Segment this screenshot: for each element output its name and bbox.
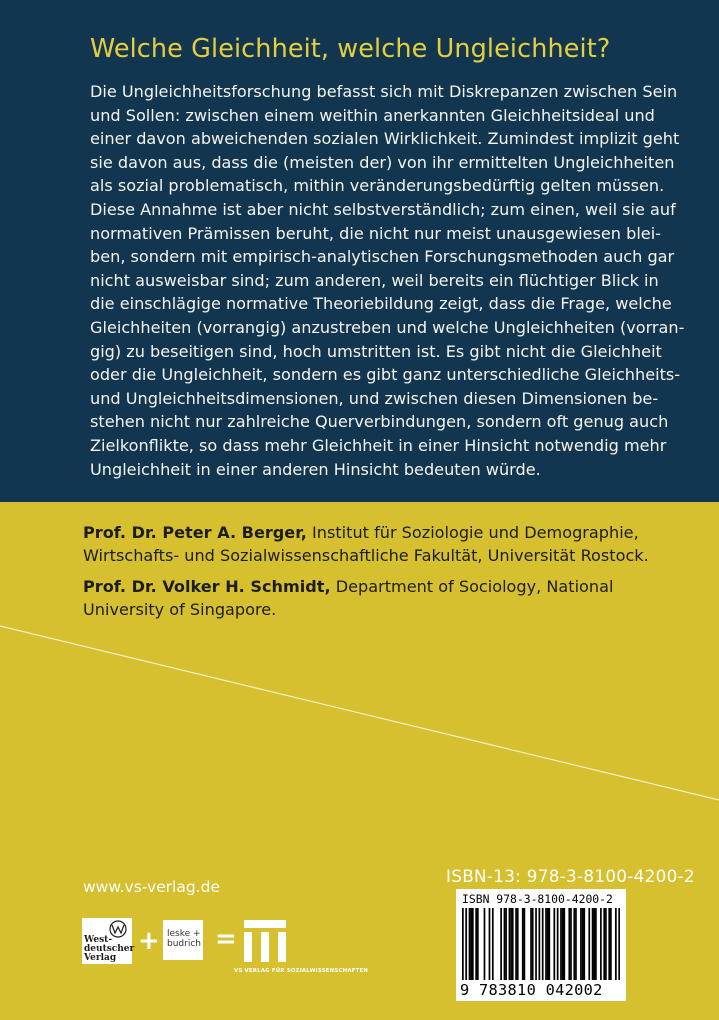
barcode-bar [570,908,572,980]
barcode-bar [582,908,584,980]
barcode-bar [522,908,524,980]
vs-verlag-logo-icon [244,918,286,964]
leske-budrich-logo: leske + budrich [163,920,203,960]
westdeutscher-verlag-logo: West- deutscher Verlag [82,918,132,964]
upper-navy-panel [0,0,719,502]
barcode-bar [600,908,602,980]
blurb-line: nicht ausweisbar sind; zum anderen, weil bereits ein flüchtiger Blick in [90,270,659,290]
barcode-bar [545,908,547,980]
isbn-barcode [456,889,626,1001]
blurb-line: und Sollen: zwischen einem weithin anerkannten Gleichheitsideal und [90,105,655,125]
barcode-bar [539,908,541,980]
author-section [83,521,703,629]
blurb-line: Gleichheiten (vorrangig) anzustreben und welche Ungleichheiten (vorran- [90,317,685,337]
cover-title: Welche Gleichheit, welche Ungleichheit? [90,34,611,64]
barcode-bar [560,908,562,980]
barcode-bar [563,908,565,980]
barcode-bar [583,908,585,980]
isbn-label: ISBN-13: 978-3-8100-4200-2 [446,866,695,886]
barcode-bar [595,908,597,980]
barcode-bars [462,908,620,980]
publisher-logos [82,918,412,974]
blurb-line: Zielkonflikte, so dass mehr Gleichheit in einer Hinsicht notwendig mehr [90,435,667,455]
barcode-bar [489,908,491,980]
blurb-line: gig) zu beseitigen sind, hoch umstritten ist. Es gibt nicht die Gleichheit [90,341,662,361]
author-entry [83,575,703,621]
barcode-bar [469,908,471,980]
barcode-bar [532,908,534,980]
barcode-bar [515,908,517,980]
blurb-line: die einschlägige normative Theoriebildung zeigt, dass die Frage, welche [90,294,672,314]
barcode-digits: 9 783810 042002 [460,981,603,999]
barcode-bar [510,908,512,980]
barcode-bar [618,908,620,980]
barcode-bar [505,908,507,980]
vs-verlag-caption: VS VERLAG FÜR SOZIALWISSENSCHAFTEN [234,968,369,974]
barcode-bar [484,908,486,980]
barcode-bar [504,908,506,980]
barcode-bar [530,908,532,980]
barcode-bar [603,908,605,980]
author-affiliation: Department of Sociology, National [330,577,614,596]
barcode-bar [517,908,519,980]
barcode-bar [593,908,595,980]
barcode-bar [509,908,511,980]
blurb-line: einer davon abweichenden sozialen Wirklichkeit. Zumindest implizit geht [90,129,680,149]
equals-sign: = [215,924,237,954]
barcode-bar [547,908,549,980]
blurb-line: oder die Ungleichheit, sondern es gibt ganz unterschiedliche Gleichheits- [90,365,681,385]
barcode-bar [475,908,477,980]
barcode-bar [470,908,472,980]
barcode-bar [462,908,464,980]
barcode-bar [568,908,570,980]
author-affiliation: Institut für Soziologie und Demographie, [306,523,639,542]
publisher-website-link[interactable]: www.vs-verlag.de [83,878,220,896]
barcode-bar [605,908,607,980]
barcode-bar [535,908,537,980]
blurb-line: ben, sondern mit empirisch-analytischen Forschungsmethoden auch gar [90,247,675,267]
blurb-line: Ungleichheit in einer anderen Hinsicht bedeuten würde. [90,459,541,479]
blurb-line: stehen nicht nur zahlreiche Querverbindungen, sondern oft genug auch [90,412,669,432]
blurb-text [90,80,690,481]
blurb-line: normativen Prämissen beruht, die nicht nur meist unausgewiesen blei- [90,223,661,243]
blurb-line: sie davon aus, dass die (meisten der) von ihr ermittelten Ungleichheiten [90,152,675,172]
barcode-bar [557,908,559,980]
barcode-bar [465,908,467,980]
barcode-bar [580,908,582,980]
plus-sign: + [138,926,160,956]
barcode-bar [588,908,590,980]
author-name: Prof. Dr. Peter A. Berger, [83,523,307,542]
blurb-line: Diese Annahme ist aber nicht selbstverständlich; zum einen, weil sie auf [90,199,676,219]
barcode-bar [553,908,555,980]
barcode-bar [542,908,544,980]
barcode-bar [492,908,494,980]
barcode-bar [608,908,610,980]
blurb-line: als sozial problematisch, mithin veränderungsbedürftig gelten müssen. [90,176,665,196]
author-name: Prof. Dr. Volker H. Schmidt, [83,577,331,596]
barcode-bar [477,908,479,980]
barcode-bar [472,908,474,980]
barcode-bar [573,908,575,980]
barcode-bar [562,908,564,980]
barcode-bar [500,908,502,980]
barcode-bar [548,908,550,980]
author-entry [83,521,703,567]
barcode-bar [615,908,617,980]
barcode-bar [592,908,594,980]
blurb-line: Die Ungleichheitsforschung befasst sich mit Diskrepanzen zwischen Sein [90,82,678,101]
barcode-bar [610,908,612,980]
barcode-bar [524,908,526,980]
barcode-isbn-text: ISBN 978-3-8100-4200-2 [462,892,613,906]
author-affiliation-line: University of Singapore. [83,600,277,619]
author-affiliation-line: Wirtschafts- und Sozialwissenschaftliche Fakultät, Universität Rostock. [83,546,649,565]
blurb-line: und Ungleichheitsdimensionen, und zwischen diesen Dimensionen be- [90,388,659,408]
barcode-bar [512,908,514,980]
barcode-bar [575,908,577,980]
